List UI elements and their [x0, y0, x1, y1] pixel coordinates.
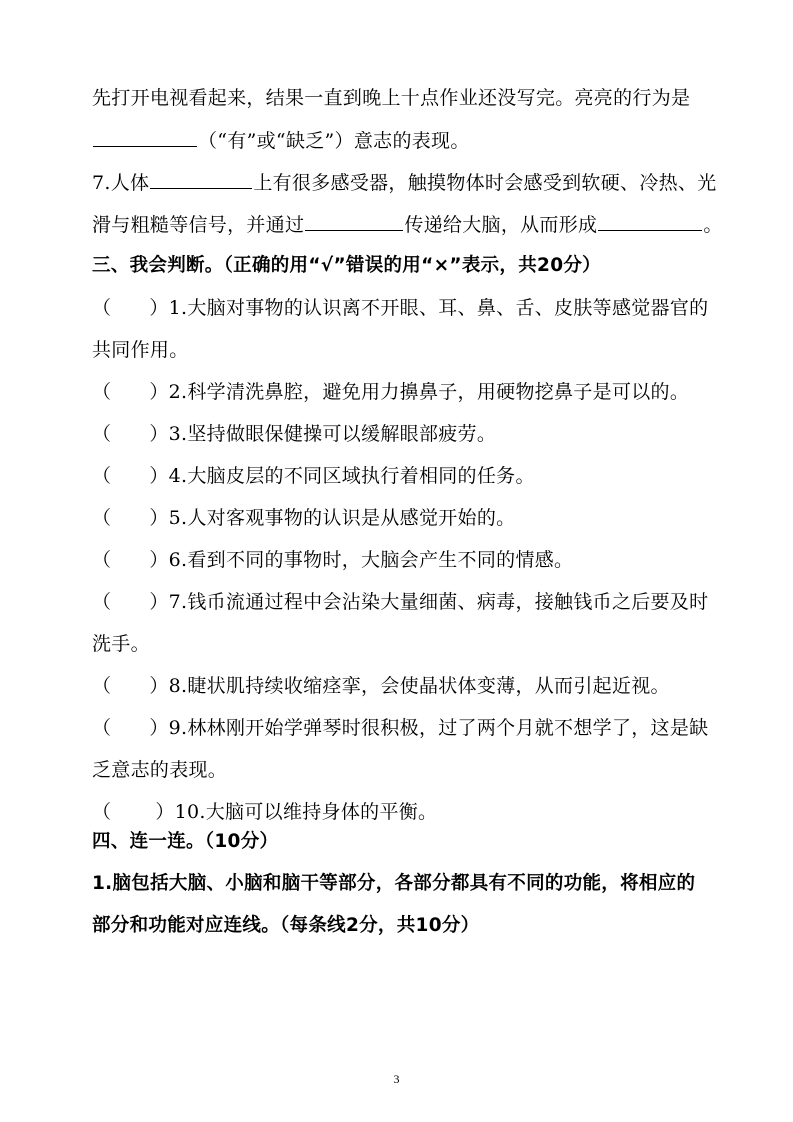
answer-blank[interactable] — [305, 212, 403, 231]
q7-end: 。 — [703, 214, 723, 236]
judgment-statement: 10.大脑可以维持身体的平衡。 — [174, 801, 438, 823]
judgment-item — [92, 422, 496, 446]
judgment-statement: 9.林林刚开始学弹琴时很积极，过了两个月就不想学了，这是缺 — [168, 717, 709, 739]
judgment-item — [92, 590, 708, 614]
paren-close: ） — [149, 297, 169, 319]
q7-text-line1 — [92, 170, 717, 195]
q6-text-line1: 先打开电视看起来，结果一直到晚上十点作业还没写完。亮亮的行为是 — [92, 87, 691, 109]
judgment-statement: 7.钱币流通过程中会沾染大量细菌、病毒，接触钱币之后要及时 — [168, 591, 709, 613]
judgment-statement: 4.大脑皮层的不同区域执行着相同的任务。 — [168, 465, 535, 487]
section4-q1-line1: 1.脑包括大脑、小脑和脑干等部分，各部分都具有不同的功能，将相应的 — [92, 873, 696, 894]
q7-text-line2 — [92, 212, 723, 237]
section3-heading: 三、我会判断。（正确的用“√”错误的用“×”表示，共20分） — [92, 255, 601, 276]
paren-close: ） — [149, 717, 169, 739]
paren-open: （ — [92, 549, 112, 571]
answer-blank[interactable] — [150, 170, 252, 189]
judgment-statement: 8.睫状肌持续收缩痉挛，会使晶状体变薄，从而引起近视。 — [168, 675, 670, 697]
judgment-statement-continued: 洗手。 — [92, 633, 150, 655]
paren-close: ） — [149, 423, 169, 445]
paren-close: ） — [155, 801, 175, 823]
paren-close: ） — [149, 549, 169, 571]
judgment-statement: 1.大脑对事物的认识离不开眼、耳、鼻、舌、皮肤等感觉器官的 — [168, 297, 709, 319]
paren-close: ） — [149, 465, 169, 487]
judgment-statement-continued: 共同作用。 — [92, 339, 189, 361]
answer-blank[interactable] — [93, 128, 197, 147]
paren-close: ） — [149, 675, 169, 697]
answer-blank[interactable] — [598, 212, 702, 231]
q6-suffix: （“有”或“缺乏”）意志的表现。 — [198, 130, 470, 152]
judgment-item — [92, 674, 670, 698]
judgment-item — [92, 548, 573, 572]
judgment-statement: 3.坚持做眼保健操可以缓解眼部疲劳。 — [168, 423, 497, 445]
section4-q1-line2: 部分和功能对应连线。（每条线2分，共10分） — [92, 915, 480, 936]
judgment-item — [92, 464, 535, 488]
q7-part-b: 传递给大脑，从而形成 — [404, 214, 598, 236]
paren-open: （ — [92, 423, 112, 445]
paren-open: （ — [92, 591, 112, 613]
paren-open: （ — [92, 801, 112, 823]
paren-open: （ — [92, 507, 112, 529]
paren-open: （ — [92, 675, 112, 697]
q7-prefix: 7.人体 — [92, 172, 150, 194]
judgment-item — [92, 296, 708, 320]
paren-close: ） — [149, 591, 169, 613]
judgment-statement: 5.人对客观事物的认识是从感觉开始的。 — [168, 507, 516, 529]
q6-text-line2 — [92, 128, 470, 153]
section4-heading: 四、连一连。（10分） — [92, 831, 279, 852]
q7-mid: 上有很多感受器，触摸物体时会感受到软硬、冷热、光 — [253, 172, 717, 194]
judgment-statement: 6.看到不同的事物时，大脑会产生不同的情感。 — [168, 549, 574, 571]
page-number: 3 — [393, 1072, 400, 1086]
judgment-statement-continued: 乏意志的表现。 — [92, 759, 228, 781]
judgment-item — [92, 380, 689, 404]
paren-close: ） — [149, 507, 169, 529]
paren-open: （ — [92, 465, 112, 487]
paren-open: （ — [92, 297, 112, 319]
paren-close: ） — [149, 381, 169, 403]
judgment-statement: 2.科学清洗鼻腔，避免用力擤鼻子，用硬物挖鼻子是可以的。 — [168, 381, 690, 403]
judgment-item — [92, 506, 515, 530]
judgment-item — [92, 716, 708, 740]
paren-open: （ — [92, 717, 112, 739]
judgment-item — [92, 800, 437, 824]
paren-open: （ — [92, 381, 112, 403]
q7-part-a: 滑与粗糙等信号，并通过 — [92, 214, 305, 236]
